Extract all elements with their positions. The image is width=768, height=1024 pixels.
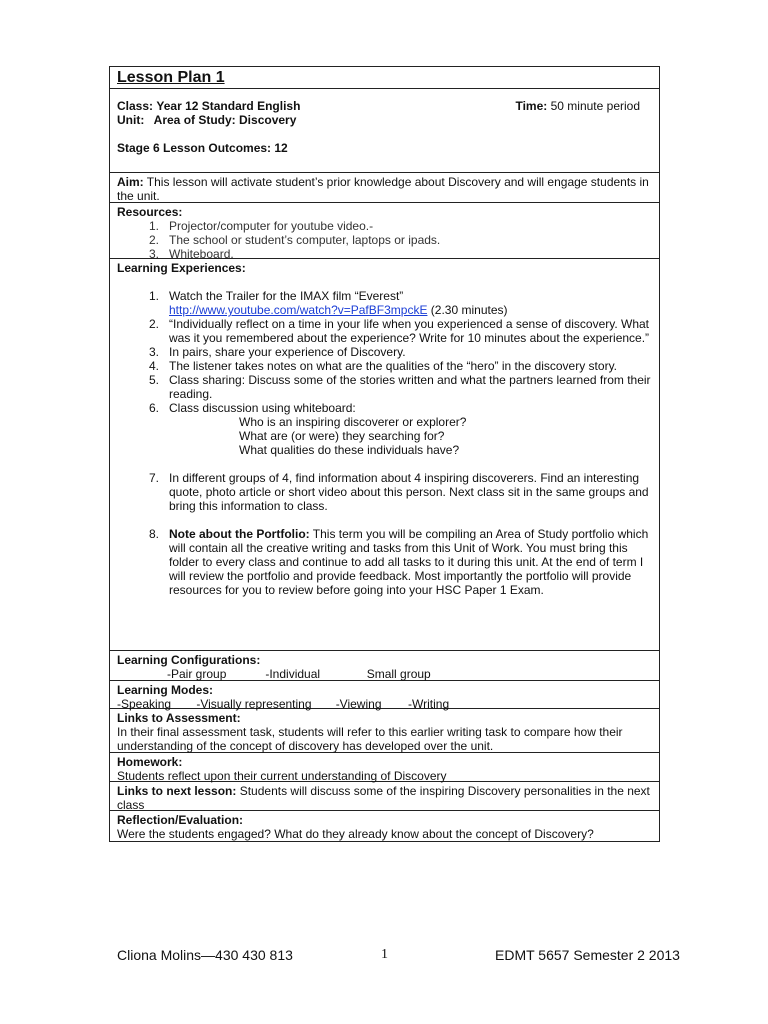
assessment-section — [110, 709, 659, 753]
list-number: 5. — [148, 373, 159, 387]
next-lesson-text: Students will discuss some of the inspiring Discovery personalities in the next class — [117, 784, 650, 812]
list-item — [117, 401, 653, 457]
list-text: The listener takes notes on what are the qualities of the “hero” in the discovery story. — [169, 359, 618, 373]
configurations-list — [117, 667, 653, 681]
footer-author: Cliona Molins—430 430 813 — [117, 947, 293, 963]
list-text: Whiteboard. — [169, 247, 234, 261]
aim-label: Aim: — [117, 175, 144, 189]
youtube-link[interactable]: http://www.youtube.com/watch?v=PafBF3mpckE — [169, 303, 428, 317]
lesson-plan-table — [109, 66, 660, 842]
list-number: 1. — [148, 289, 159, 303]
modes-label: Learning Modes: — [117, 683, 214, 697]
list-text: Projector/computer for youtube video.- — [169, 219, 374, 233]
configurations-label: Learning Configurations: — [117, 653, 261, 667]
aim-section — [110, 173, 659, 203]
list-text: In pairs, share your experience of Discovery. — [169, 345, 406, 359]
reflection-text: Were the students engaged? What do they already know about the concept of Discovery? — [117, 827, 594, 841]
list-text: Class sharing: Discuss some of the stories written and what the partners learned from their reading. — [169, 373, 651, 401]
list-text: The school or student’s computer, laptops or ipads. — [169, 233, 441, 247]
list-item — [117, 527, 653, 597]
list-text-group — [169, 289, 653, 317]
resources-label: Resources: — [117, 205, 183, 219]
list-number: 1. — [148, 219, 159, 233]
list-item — [117, 345, 653, 359]
homework-label: Homework: — [117, 755, 183, 769]
stage-outcomes: Stage 6 Lesson Outcomes: 12 — [117, 141, 288, 155]
list-number: 6. — [148, 401, 159, 415]
homework-text: Students reflect upon their current understanding of Discovery — [117, 769, 447, 783]
list-number: 7. — [148, 471, 159, 485]
configurations-section — [110, 651, 659, 681]
unit-label: Unit: — [117, 113, 145, 127]
time-label: Time: — [515, 99, 548, 113]
unit-line — [117, 113, 653, 127]
discussion-question: What are (or were) they searching for? — [239, 429, 445, 443]
class-value: Year 12 Standard English — [156, 99, 301, 113]
discussion-question: What qualities do these individuals have? — [239, 443, 460, 457]
config-item: Small group — [366, 667, 431, 681]
next-lesson-section — [110, 782, 659, 811]
list-text-group — [169, 527, 653, 597]
next-lesson-label: Links to next lesson: — [117, 784, 237, 798]
video-duration: (2.30 minutes) — [430, 303, 508, 317]
resources-section — [110, 203, 659, 259]
mode-item: -Speaking — [117, 697, 172, 711]
list-number: 8. — [148, 527, 159, 541]
list-item — [117, 317, 653, 345]
aim-text: This lesson will activate student’s prior knowledge about Discovery and will engage students in the unit. — [117, 175, 649, 203]
list-text-group — [169, 401, 653, 457]
config-item: -Individual — [265, 667, 321, 681]
time-line — [515, 99, 653, 113]
list-item — [117, 233, 653, 247]
list-number: 3. — [148, 247, 159, 261]
list-number: 3. — [148, 345, 159, 359]
list-item — [117, 289, 653, 317]
list-text: Class discussion using whiteboard: — [169, 401, 356, 415]
list-text: This term you will be compiling an Area of Study portfolio which will contain all the creative writing and tasks from this Unit of Work. You must bring this folder to every class and continue to add all tasks to it during this unit. At the end of term I will review the portfolio and provide feedback. Most importantly the portfolio will provide resources for you to review before going into your HSC Paper 1 Exam. — [169, 527, 649, 597]
time-value: 50 minute period — [550, 99, 640, 113]
page-title: Lesson Plan 1 — [110, 67, 659, 89]
homework-section — [110, 753, 659, 782]
class-line — [117, 99, 300, 113]
portfolio-label: Note about the Portfolio: — [169, 527, 310, 541]
assessment-label: Links to Assessment: — [117, 711, 241, 725]
class-label: Class: — [117, 99, 154, 113]
learning-experiences-list — [117, 289, 653, 597]
class-info-section — [110, 89, 659, 173]
mode-item: -Writing — [408, 697, 450, 711]
config-item: -Pair group — [167, 667, 227, 681]
unit-value: Area of Study: Discovery — [153, 113, 297, 127]
mode-item: -Viewing — [335, 697, 382, 711]
list-text: Watch the Trailer for the IMAX film “Everest” — [169, 289, 404, 303]
list-number: 2. — [148, 317, 159, 331]
list-text: In different groups of 4, find information about 4 inspiring discoverers. Find an interesting quote, photo article or short video about this person. Next class sit in the same groups and bring this information to class. — [169, 471, 649, 513]
reflection-section — [110, 811, 659, 841]
list-number: 2. — [148, 233, 159, 247]
resources-list — [117, 219, 653, 261]
list-item — [117, 359, 653, 373]
reflection-label: Reflection/Evaluation: — [117, 813, 244, 827]
list-item — [117, 471, 653, 513]
list-item — [117, 219, 653, 233]
list-item — [117, 373, 653, 401]
list-text: “Individually reflect on a time in your life when you experienced a sense of discovery. What was it you remembered about the experience? Write for 10 minutes about the experience.” — [169, 317, 650, 345]
footer-page-number: 1 — [381, 947, 388, 962]
discussion-question: Who is an inspiring discoverer or explorer? — [239, 415, 467, 429]
assessment-text: In their final assessment task, students will refer to this earlier writing task to compare how their understanding of the concept of discovery has developed over the unit. — [117, 725, 623, 753]
mode-item: -Visually representing — [196, 697, 312, 711]
footer-course: EDMT 5657 Semester 2 2013 — [495, 947, 680, 963]
learning-experiences-label: Learning Experiences: — [117, 261, 246, 275]
list-number: 4. — [148, 359, 159, 373]
learning-experiences-section — [110, 259, 659, 651]
modes-section — [110, 681, 659, 709]
class-row — [117, 99, 653, 113]
